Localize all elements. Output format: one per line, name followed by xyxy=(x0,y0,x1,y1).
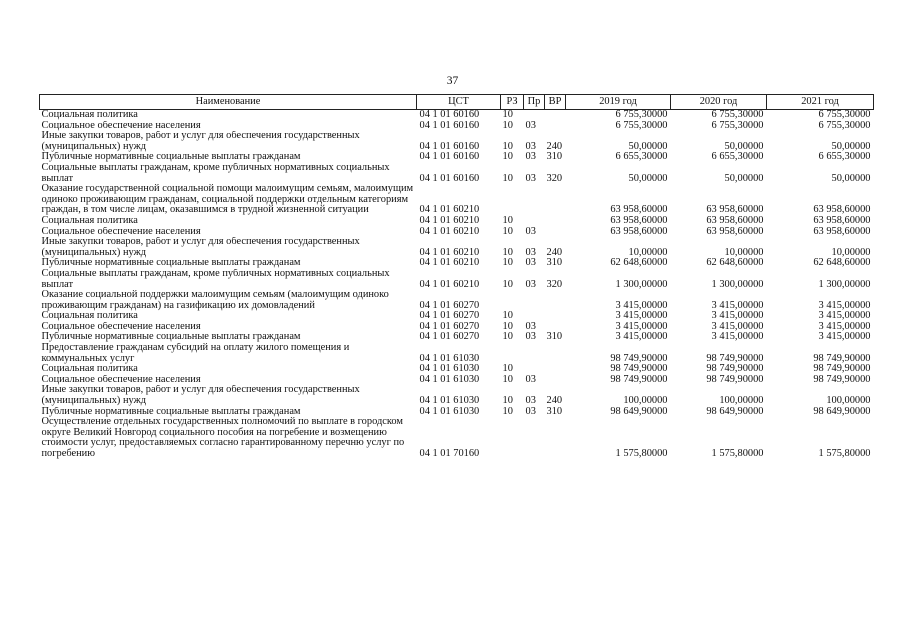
header-2021: 2021 год xyxy=(767,95,874,110)
row-amount-2021: 3 415,00000 xyxy=(818,332,871,343)
table-row xyxy=(40,269,874,290)
budget-table xyxy=(39,94,874,460)
row-code: 04 1 01 61030 xyxy=(419,406,480,417)
row-pr: 03 xyxy=(525,406,536,417)
row-amount-2021: 98 749,90000 xyxy=(813,364,871,375)
row-rz: 10 xyxy=(502,374,513,385)
row-amount-2019: 6 755,30000 xyxy=(615,120,668,131)
row-amount-2020: 98 749,90000 xyxy=(706,352,764,364)
row-amount-2020: 3 415,00000 xyxy=(711,332,764,343)
row-amount-2019: 63 958,60000 xyxy=(610,226,668,237)
row-code: 04 1 01 60160 xyxy=(419,152,480,163)
row-amount-2019: 3 415,00000 xyxy=(615,299,668,311)
row-code: 04 1 01 60210 xyxy=(419,258,480,269)
row-name: Публичные нормативные социальные выплаты гражданам xyxy=(41,332,301,343)
row-amount-2019: 62 648,60000 xyxy=(610,258,668,269)
table-row xyxy=(40,311,874,322)
row-name: Социальное обеспечение населения xyxy=(41,374,201,385)
row-amount-2019: 1 300,00000 xyxy=(615,278,668,290)
row-name: Предоставление гражданам субсидий на оплату жилого помещения и коммунальных услуг xyxy=(41,343,350,364)
row-pr: 03 xyxy=(525,321,536,332)
row-rz: 10 xyxy=(502,226,513,237)
row-pr: 03 xyxy=(525,395,536,407)
row-rz: 10 xyxy=(502,140,513,152)
row-amount-2020: 63 958,60000 xyxy=(706,204,764,216)
header-2019: 2019 год xyxy=(566,95,671,110)
row-amount-2021: 3 415,00000 xyxy=(818,311,871,322)
row-code: 04 1 01 60210 xyxy=(419,204,480,216)
row-amount-2019: 1 575,80000 xyxy=(615,448,668,459)
row-vr xyxy=(545,343,566,364)
row-amount-2020: 3 415,00000 xyxy=(711,311,764,322)
row-pr xyxy=(524,311,545,322)
row-name: Публичные нормативные социальные выплаты гражданам xyxy=(41,258,301,269)
header-vr: ВР xyxy=(545,95,566,110)
row-pr: 03 xyxy=(525,278,536,290)
row-code: 04 1 01 70160 xyxy=(419,448,480,459)
row-code: 04 1 01 60210 xyxy=(419,226,480,237)
row-rz: 10 xyxy=(502,278,513,290)
row-amount-2020: 3 415,00000 xyxy=(711,321,764,332)
row-amount-2021: 98 749,90000 xyxy=(813,374,871,385)
row-name: Оказание социальной поддержки малоимущим семьям (малоимущим одиноко проживающим гражданам) на газификацию их домовладений xyxy=(41,290,389,311)
row-amount-2021: 1 575,80000 xyxy=(818,448,871,459)
row-amount-2021: 6 755,30000 xyxy=(818,120,871,131)
row-amount-2021: 63 958,60000 xyxy=(813,204,871,216)
row-vr xyxy=(545,364,566,375)
row-amount-2021: 62 648,60000 xyxy=(813,258,871,269)
row-vr: 320 xyxy=(546,278,563,290)
row-amount-2020: 63 958,60000 xyxy=(706,226,764,237)
row-pr: 03 xyxy=(525,172,536,184)
row-pr: 03 xyxy=(525,226,536,237)
row-vr xyxy=(545,290,566,311)
row-code: 04 1 01 61030 xyxy=(419,374,480,385)
table-row xyxy=(40,258,874,269)
row-pr: 03 xyxy=(525,152,536,163)
row-rz: 10 xyxy=(502,152,513,163)
row-amount-2019: 50,00000 xyxy=(628,140,668,152)
row-rz: 10 xyxy=(502,395,513,407)
row-amount-2021: 98 749,90000 xyxy=(813,352,871,364)
row-amount-2019: 63 958,60000 xyxy=(610,204,668,216)
row-rz xyxy=(501,290,524,311)
row-name: Иные закупки товаров, работ и услуг для обеспечения государственных (муниципальных) нужд xyxy=(41,131,360,152)
table-header-row xyxy=(40,95,874,110)
row-amount-2020: 6 655,30000 xyxy=(711,152,764,163)
row-amount-2019: 98 749,90000 xyxy=(610,374,668,385)
row-amount-2021: 100,00000 xyxy=(826,395,871,407)
table-row xyxy=(40,121,874,132)
table-row xyxy=(40,163,874,184)
row-rz xyxy=(501,417,524,459)
row-pr xyxy=(524,364,545,375)
row-vr: 320 xyxy=(546,172,563,184)
row-amount-2020: 50,00000 xyxy=(724,172,764,184)
page-number: 37 xyxy=(446,75,459,87)
row-name: Социальная политика xyxy=(41,311,138,322)
header-rz: РЗ xyxy=(501,95,524,110)
row-pr xyxy=(524,343,545,364)
row-name: Осуществление отдельных государственных полномочий по выплате в городском округе Великий Новгород социального пособия на погребение и возмещению стоимости услуг, предоставляемых согласно гарантированному перечню услуг по погребению xyxy=(41,417,405,459)
row-amount-2019: 10,00000 xyxy=(628,246,668,258)
table-row xyxy=(40,131,874,152)
row-pr xyxy=(524,216,545,227)
row-rz: 10 xyxy=(502,311,513,322)
row-pr: 03 xyxy=(525,246,536,258)
row-amount-2019: 3 415,00000 xyxy=(615,321,668,332)
row-code: 04 1 01 60160 xyxy=(419,109,480,120)
row-name: Социальная политика xyxy=(41,215,138,226)
table-row xyxy=(40,407,874,418)
header-name: Наименование xyxy=(40,95,417,110)
table-row xyxy=(40,227,874,238)
row-rz: 10 xyxy=(502,321,513,332)
row-vr xyxy=(545,121,566,132)
table-row xyxy=(40,237,874,258)
row-vr: 310 xyxy=(546,258,563,269)
row-amount-2021: 3 415,00000 xyxy=(818,299,871,311)
row-name: Социальное обеспечение населения xyxy=(41,120,201,131)
row-code: 04 1 01 60270 xyxy=(419,311,480,322)
header-2020: 2020 год xyxy=(671,95,767,110)
table-row xyxy=(40,332,874,343)
row-pr xyxy=(524,417,545,459)
row-code: 04 1 01 60270 xyxy=(419,332,480,343)
row-amount-2020: 10,00000 xyxy=(724,246,764,258)
row-amount-2021: 63 958,60000 xyxy=(813,226,871,237)
row-rz: 10 xyxy=(502,406,513,417)
table-row xyxy=(40,290,874,311)
row-amount-2021: 10,00000 xyxy=(831,246,871,258)
row-vr xyxy=(545,184,566,216)
row-amount-2021: 3 415,00000 xyxy=(818,321,871,332)
table-row xyxy=(40,375,874,386)
row-name: Оказание государственной социальной помощи малоимущим семьям, малоимущим одиноко проживающим гражданам, социальной поддержки отдельным категориям граждан, в том числе лицам, оказавшимся в трудной жизненной ситуации xyxy=(41,184,414,216)
row-amount-2019: 6 755,30000 xyxy=(615,109,668,120)
row-rz: 10 xyxy=(502,246,513,258)
row-code: 04 1 01 61030 xyxy=(419,395,480,407)
table-row xyxy=(40,343,874,364)
row-vr: 240 xyxy=(546,395,563,407)
row-vr: 310 xyxy=(546,152,563,163)
row-amount-2019: 3 415,00000 xyxy=(615,332,668,343)
row-amount-2019: 50,00000 xyxy=(628,172,668,184)
row-code: 04 1 01 61030 xyxy=(419,352,480,364)
table-row xyxy=(40,216,874,227)
row-pr: 03 xyxy=(525,374,536,385)
row-code: 04 1 01 60160 xyxy=(419,120,480,131)
row-pr: 03 xyxy=(525,120,536,131)
row-amount-2020: 6 755,30000 xyxy=(711,109,764,120)
row-amount-2021: 50,00000 xyxy=(831,140,871,152)
row-amount-2019: 6 655,30000 xyxy=(615,152,668,163)
row-name: Социальные выплаты гражданам, кроме публичных нормативных социальных выплат xyxy=(41,162,390,184)
row-code: 04 1 01 60210 xyxy=(419,246,480,258)
row-amount-2019: 98 749,90000 xyxy=(610,352,668,364)
row-vr: 240 xyxy=(546,140,563,152)
row-rz xyxy=(501,343,524,364)
row-pr: 03 xyxy=(525,332,536,343)
row-rz: 10 xyxy=(502,109,513,120)
row-code: 04 1 01 60270 xyxy=(419,299,480,311)
row-pr xyxy=(524,290,545,311)
row-amount-2020: 98 749,90000 xyxy=(706,364,764,375)
row-pr: 03 xyxy=(525,258,536,269)
row-amount-2020: 100,00000 xyxy=(719,395,764,407)
row-amount-2020: 62 648,60000 xyxy=(706,258,764,269)
row-vr xyxy=(545,311,566,322)
table-body xyxy=(40,110,874,460)
row-pr xyxy=(524,110,545,121)
row-name: Иные закупки товаров, работ и услуг для обеспечения государственных (муниципальных) нужд xyxy=(41,385,360,407)
row-name: Социальное обеспечение населения xyxy=(41,321,201,332)
row-amount-2019: 98 749,90000 xyxy=(610,364,668,375)
row-amount-2021: 98 649,90000 xyxy=(813,406,871,417)
table-row xyxy=(40,322,874,333)
row-name: Социальное обеспечение населения xyxy=(41,226,201,237)
row-pr: 03 xyxy=(525,140,536,152)
row-rz: 10 xyxy=(502,332,513,343)
row-vr: 310 xyxy=(546,332,563,343)
header-code: ЦСТ xyxy=(417,95,501,110)
table-row xyxy=(40,152,874,163)
row-amount-2019: 3 415,00000 xyxy=(615,311,668,322)
row-amount-2021: 50,00000 xyxy=(831,172,871,184)
row-vr xyxy=(545,216,566,227)
row-amount-2020: 6 755,30000 xyxy=(711,120,764,131)
row-name: Публичные нормативные социальные выплаты гражданам xyxy=(41,152,301,163)
row-code: 04 1 01 61030 xyxy=(419,364,480,375)
row-vr xyxy=(545,227,566,238)
row-rz: 10 xyxy=(502,120,513,131)
row-code: 04 1 01 60270 xyxy=(419,321,480,332)
row-rz xyxy=(501,184,524,216)
row-code: 04 1 01 60210 xyxy=(419,215,480,226)
row-pr xyxy=(524,184,545,216)
row-vr: 240 xyxy=(546,246,563,258)
row-amount-2021: 63 958,60000 xyxy=(813,215,871,226)
header-pr: Пр xyxy=(524,95,545,110)
row-code: 04 1 01 60160 xyxy=(419,140,480,152)
row-amount-2020: 1 300,00000 xyxy=(711,278,764,290)
row-name: Социальная политика xyxy=(41,364,138,375)
row-rz: 10 xyxy=(502,172,513,184)
row-amount-2019: 63 958,60000 xyxy=(610,215,668,226)
row-amount-2021: 1 300,00000 xyxy=(818,278,871,290)
row-amount-2020: 63 958,60000 xyxy=(706,215,764,226)
row-rz: 10 xyxy=(502,258,513,269)
table-row xyxy=(40,184,874,216)
row-vr xyxy=(545,375,566,386)
row-amount-2021: 6 755,30000 xyxy=(818,109,871,120)
row-name: Публичные нормативные социальные выплаты гражданам xyxy=(41,406,301,417)
row-amount-2020: 98 649,90000 xyxy=(706,406,764,417)
row-amount-2020: 1 575,80000 xyxy=(711,448,764,459)
row-code: 04 1 01 60210 xyxy=(419,278,480,290)
row-amount-2020: 50,00000 xyxy=(724,140,764,152)
row-name: Социальная политика xyxy=(41,109,138,120)
row-name: Иные закупки товаров, работ и услуг для обеспечения государственных (муниципальных) нужд xyxy=(41,237,360,258)
row-rz: 10 xyxy=(502,215,513,226)
row-code: 04 1 01 60160 xyxy=(419,172,480,184)
row-vr xyxy=(545,417,566,459)
row-amount-2019: 100,00000 xyxy=(623,395,668,407)
table-row xyxy=(40,385,874,406)
row-vr xyxy=(545,322,566,333)
table-row xyxy=(40,364,874,375)
row-amount-2020: 3 415,00000 xyxy=(711,299,764,311)
row-name: Социальные выплаты гражданам, кроме публичных нормативных социальных выплат xyxy=(41,268,390,290)
table-row xyxy=(40,417,874,459)
row-rz: 10 xyxy=(502,364,513,375)
row-amount-2019: 98 649,90000 xyxy=(610,406,668,417)
row-vr: 310 xyxy=(546,406,563,417)
table-row xyxy=(40,110,874,121)
row-amount-2020: 98 749,90000 xyxy=(706,374,764,385)
row-vr xyxy=(545,110,566,121)
row-amount-2021: 6 655,30000 xyxy=(818,152,871,163)
